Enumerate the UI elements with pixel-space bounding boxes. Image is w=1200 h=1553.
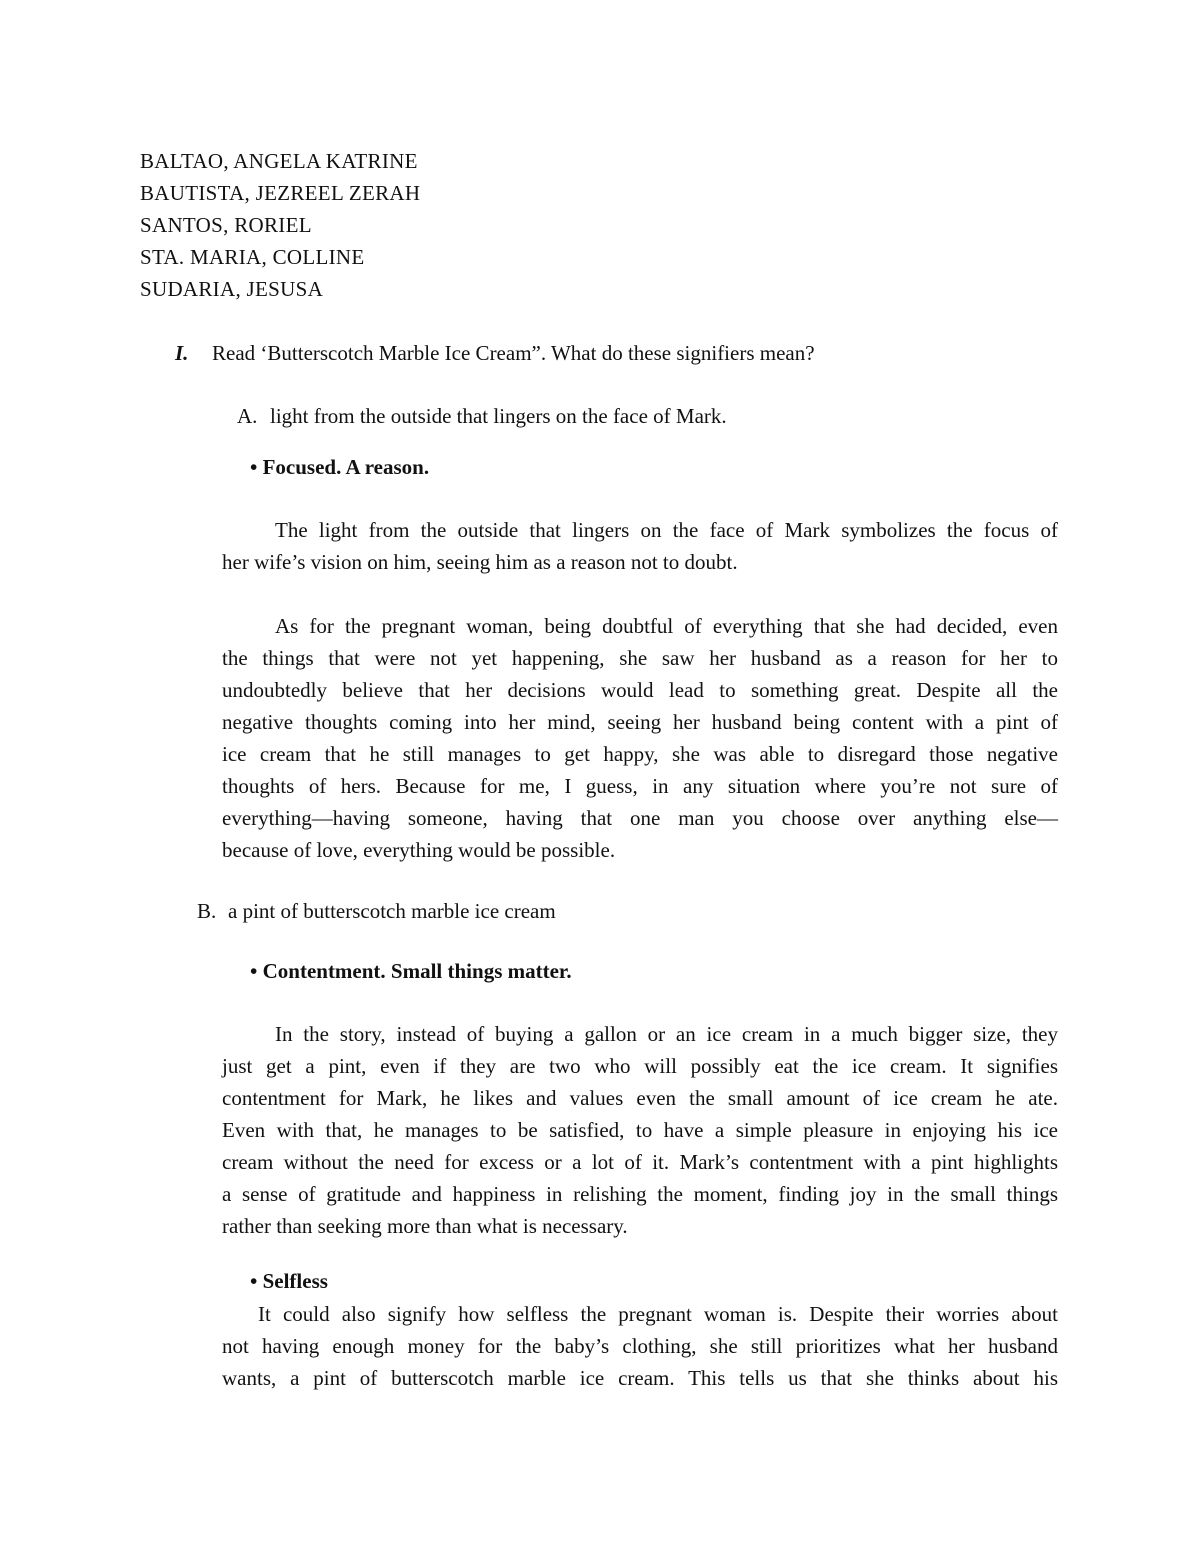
section-b-label: B. xyxy=(197,899,217,923)
section-a-para1-line: her wife’s vision on him, seeing him as a reason not to doubt. xyxy=(222,550,738,574)
section-a-para2-line: thoughts of hers. Because for me, I guess, in any situation where you’re not sure of xyxy=(222,774,1058,798)
section-b-para2-line: wants, a pint of butterscotch marble ice cream. This tells us that she thinks about his xyxy=(222,1366,1058,1390)
author-name: BAUTISTA, JEZREEL ZERAH xyxy=(140,181,421,205)
section-a-para2-line: because of love, everything would be possible. xyxy=(222,838,616,862)
section-a-para2-line: undoubtedly believe that her decisions would lead to something great. Despite all the xyxy=(222,678,1058,702)
section-a-para2-line: As for the pregnant woman, being doubtful of everything that she had decided, even xyxy=(275,614,1058,638)
section-a-label: A. xyxy=(237,404,258,428)
section-b-para1-line: a sense of gratitude and happiness in relishing the moment, finding joy in the small things xyxy=(222,1182,1058,1206)
section-b-para1-line: Even with that, he manages to be satisfied, to have a simple pleasure in enjoying his ice xyxy=(222,1118,1058,1142)
author-name: STA. MARIA, COLLINE xyxy=(140,245,365,269)
author-name: SUDARIA, JESUSA xyxy=(140,277,324,301)
section-b-prompt: a pint of butterscotch marble ice cream xyxy=(228,899,556,923)
section-a-para1-line: The light from the outside that lingers on the face of Mark symbolizes the focus of xyxy=(275,518,1058,542)
section-a-para2-line: everything—having someone, having that one man you choose over anything else— xyxy=(222,806,1058,830)
section-b-para1-line: just get a pint, even if they are two who will possibly eat the ice cream. It signifies xyxy=(222,1054,1058,1078)
author-name: BALTAO, ANGELA KATRINE xyxy=(140,149,418,173)
section-a-prompt: light from the outside that lingers on the face of Mark. xyxy=(270,404,727,428)
section-b-bullet2: • Selfless xyxy=(250,1269,328,1293)
section-b-para1-line: contentment for Mark, he likes and values even the small amount of ice cream he ate. xyxy=(222,1086,1058,1110)
author-name: SANTOS, RORIEL xyxy=(140,213,312,237)
section-b-bullet: • Contentment. Small things matter. xyxy=(250,959,572,983)
section-b-para1-line: rather than seeking more than what is necessary. xyxy=(222,1214,628,1238)
section-a-para2-line: the things that were not yet happening, she saw her husband as a reason for her to xyxy=(222,646,1058,670)
section-a-para2-line: negative thoughts coming into her mind, seeing her husband being content with a pint of xyxy=(222,710,1058,734)
section-b-para2-line: not having enough money for the baby’s clothing, she still prioritizes what her husband xyxy=(222,1334,1058,1358)
section-b-para1-line: cream without the need for excess or a lot of it. Mark’s contentment with a pint highlights xyxy=(222,1150,1058,1174)
question-number: I. xyxy=(175,341,189,365)
section-a-bullet: • Focused. A reason. xyxy=(250,455,430,479)
question-text: Read ‘Butterscotch Marble Ice Cream”. What do these signifiers mean? xyxy=(212,341,815,365)
section-b-para1-line: In the story, instead of buying a gallon or an ice cream in a much bigger size, they xyxy=(275,1022,1058,1046)
section-b-para2-line: It could also signify how selfless the pregnant woman is. Despite their worries about xyxy=(258,1302,1058,1326)
section-a-para2-line: ice cream that he still manages to get happy, she was able to disregard those negative xyxy=(222,742,1058,766)
